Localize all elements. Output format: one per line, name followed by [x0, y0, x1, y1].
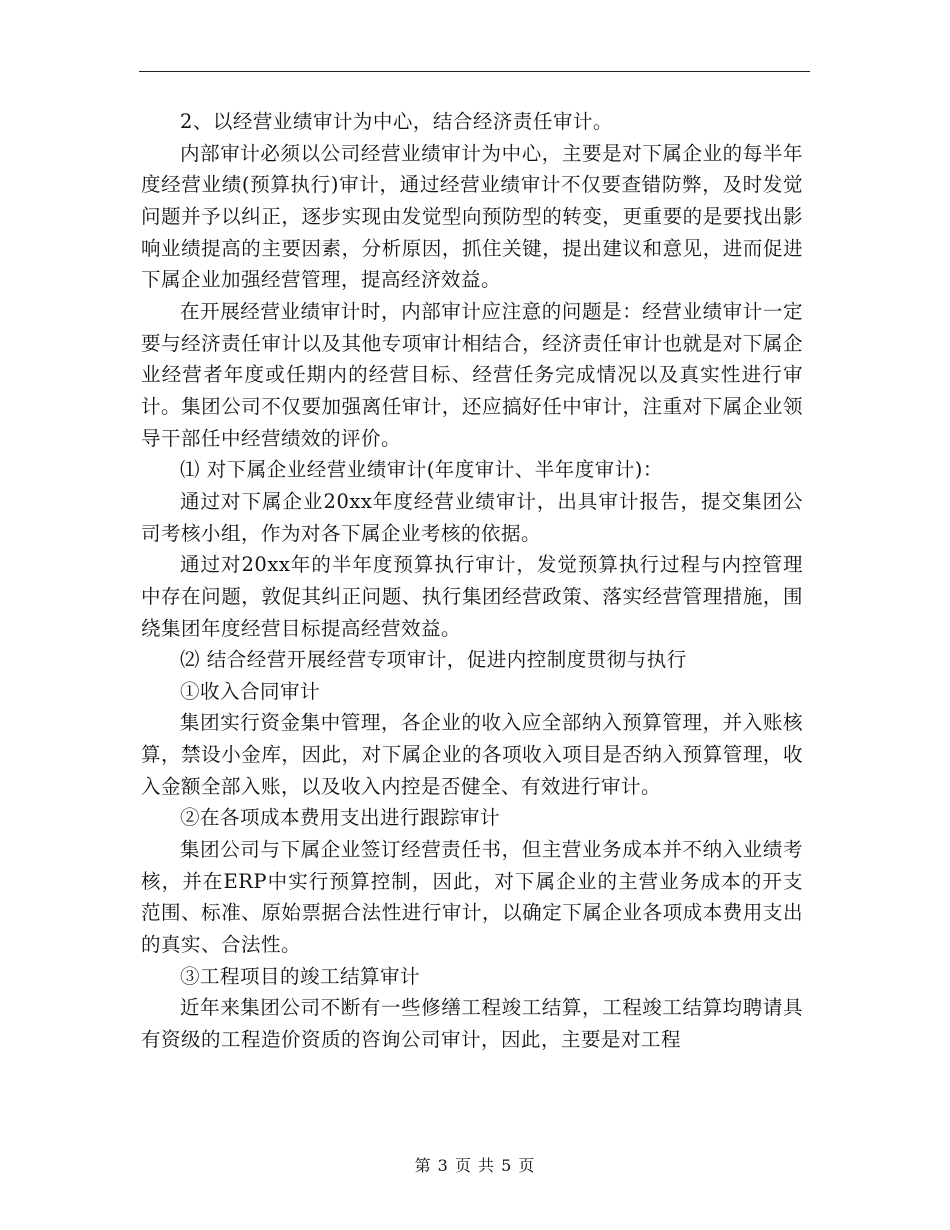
header-rule	[139, 71, 810, 72]
paragraph: 通过对20xx年的半年度预算执行审计，发觉预算执行过程与内控管理中存在问题，敦促其纠正问题、执行集团经营政策、落实经营管理措施，围绕集团年度经营目标提高经营效益。	[141, 553, 803, 640]
paragraph: 在开展经营业绩审计时，内部审计应注意的问题是：经营业绩审计一定要与经济责任审计以及其他专项审计相结合，经济责任审计也就是对下属企业经营者年度或任期内的经营目标、经营任务完成情况以及真实性进行审计。集团公司不仅要加强离任审计，还应搞好任中审计，注重对下属企业领导干部任中经营绩效的评价。	[141, 299, 803, 450]
document-body	[141, 106, 803, 1056]
item-heading: ①收入合同审计	[180, 679, 321, 703]
paragraph: 内部审计必须以公司经营业绩审计为中心，主要是对下属企业的每半年度经营业绩(预算执行)审计，通过经营业绩审计不仅要查错防弊，及时发觉问题并予以纠正，逐步实现由发觉型向预防型的转变，更重要的是要找出影响业绩提高的主要因素，分析原因，抓住关键，提出建议和意见，进而促进下属企业加强经营管理，提高经济效益。	[141, 141, 803, 292]
page-number: 第 3 页 共 5 页	[414, 1156, 536, 1175]
subsection-heading: ⑵ 结合经营开展经营专项审计，促进内控制度贯彻与执行	[180, 648, 687, 672]
subsection-heading: ⑴ 对下属企业经营业绩审计(年度审计、半年度审计)：	[180, 458, 663, 482]
item-heading: ③工程项目的竣工结算审计	[180, 964, 421, 988]
paragraph: 集团实行资金集中管理，各企业的收入应全部纳入预算管理，并入账核算，禁设小金库，因此，对下属企业的各项收入项目是否纳入预算管理，收入金额全部入账，以及收入内控是否健全、有效进行审计。	[141, 711, 803, 798]
paragraph: 近年来集团公司不断有一些修缮工程竣工结算，工程竣工结算均聘请具有资级的工程造价资质的咨询公司审计，因此，主要是对工程	[141, 996, 803, 1052]
paragraph: 集团公司与下属企业签订经营责任书，但主营业务成本并不纳入业绩考核，并在ERP中实行预算控制，因此，对下属企业的主营业务成本的开支范围、标准、原始票据合法性进行审计，以确定下属企业各项成本费用支出的真实、合法性。	[141, 838, 803, 957]
item-heading: ②在各项成本费用支出进行跟踪审计	[180, 806, 501, 830]
section-heading: 2、以经营业绩审计为中心，结合经济责任审计。	[180, 110, 613, 133]
paragraph: 通过对下属企业20xx年度经营业绩审计，出具审计报告，提交集团公司考核小组，作为对各下属企业考核的依据。	[141, 489, 803, 545]
